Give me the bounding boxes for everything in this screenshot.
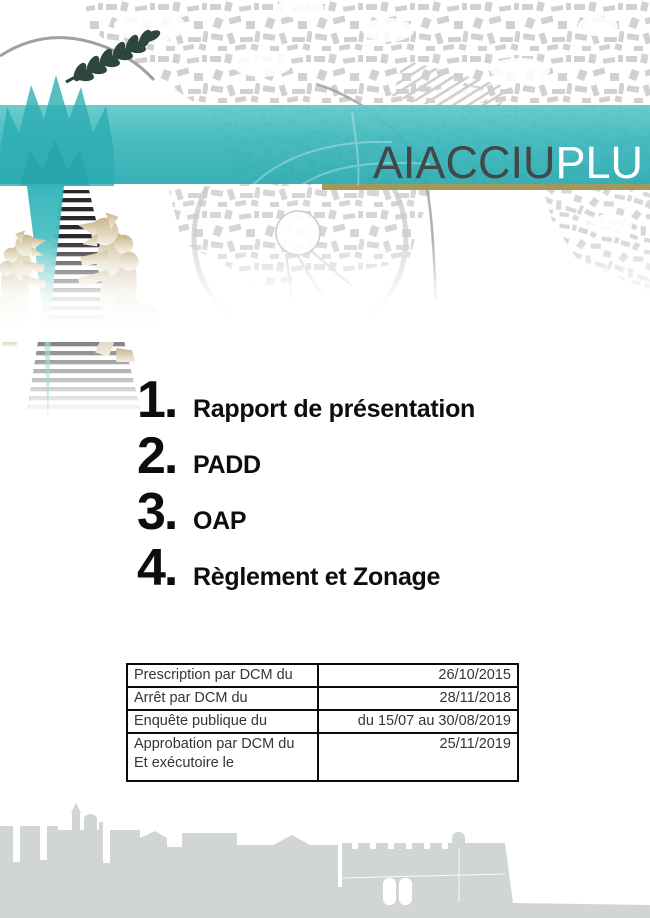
table-row [127, 664, 518, 687]
item-label: OAP [193, 507, 247, 535]
item-number: 4. [137, 539, 177, 597]
table-row [127, 687, 518, 710]
list-item [137, 540, 475, 596]
page-title [372, 137, 643, 188]
row-label: Enquête publique du [127, 710, 318, 733]
list-item [137, 484, 475, 540]
row-label [127, 733, 318, 781]
table-row [127, 710, 518, 733]
item-number: 3. [137, 483, 177, 541]
row-value: du 15/07 au 30/08/2019 [318, 710, 518, 733]
table-row [127, 733, 518, 781]
item-label: Rapport de présentation [193, 395, 476, 423]
table-of-contents [137, 372, 475, 596]
item-label: Règlement et Zonage [193, 563, 441, 591]
row-label-line2: Et exécutoire le [134, 755, 234, 771]
row-value: 28/11/2018 [318, 687, 518, 710]
art-fade-overlay [0, 238, 650, 342]
list-item [137, 372, 475, 428]
title-city: AIACCIU [372, 137, 556, 188]
row-value: 25/11/2019 [318, 733, 518, 781]
title-doc: PLU [555, 137, 643, 188]
row-label: Prescription par DCM du [127, 664, 318, 687]
item-number: 1. [137, 371, 177, 429]
row-label-line1: Approbation par DCM du [134, 736, 295, 752]
city-skyline-art [0, 778, 650, 918]
item-label: PADD [193, 451, 261, 479]
item-number: 2. [137, 427, 177, 485]
row-value: 26/10/2015 [318, 664, 518, 687]
row-label: Arrêt par DCM du [127, 687, 318, 710]
dates-table [126, 663, 519, 782]
list-item [137, 428, 475, 484]
